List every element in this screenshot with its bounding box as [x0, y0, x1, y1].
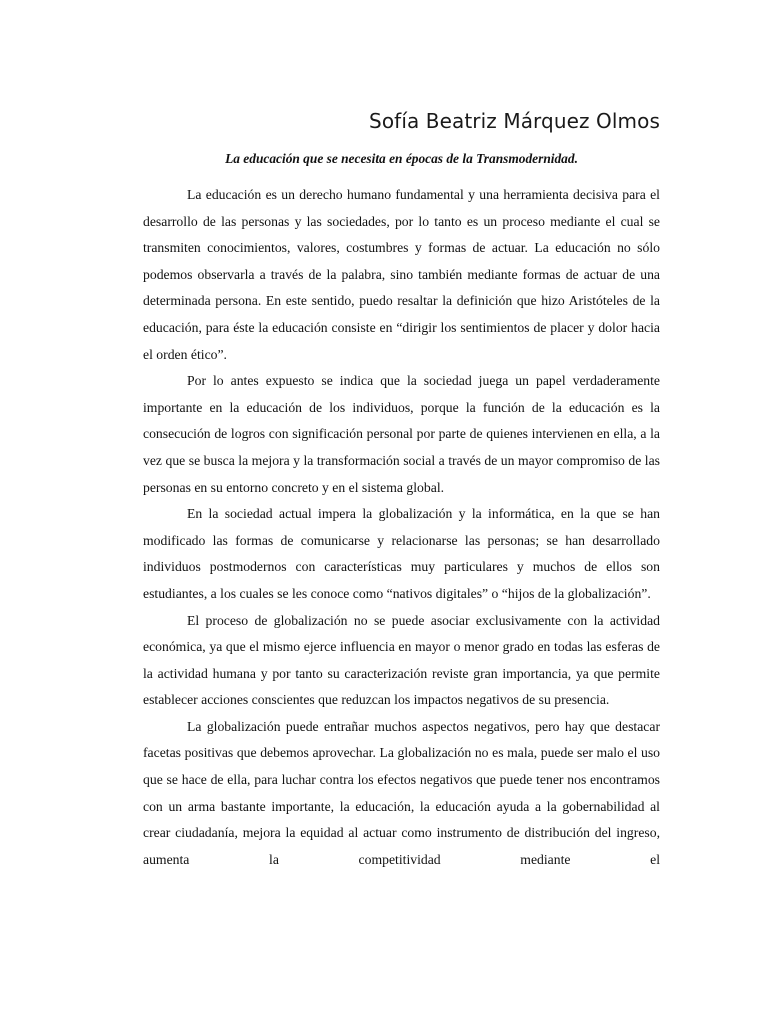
paragraph: La educación es un derecho humano fundamental y una herramienta decisiva para el desarrollo de las personas y las sociedades, por lo tanto es un proceso mediante el cual se transmiten conocimientos, valores, costumbres y formas de actuar. La educación no sólo podemos observarla a través de la palabra, sino también mediante formas de actuar de una determinada persona. En este sentido, puedo resaltar la definición que hizo Aristóteles de la educación, para éste la educación consiste en “dirigir los sentimientos de placer y dolor hacia el orden ético”. [143, 187, 660, 362]
paragraph: La globalización puede entrañar muchos aspectos negativos, pero hay que destacar facetas positivas que debemos aprovechar. La globalización no es mala, puede ser malo el uso que se hace de ella, para luchar contra los efectos negativos que puede tener nos encontramos con un arma bastante importante, la educación, la educación ayuda a la gobernabilidad al crear ciudadanía, mejora la equidad al actuar como instrumento de distribución del ingreso, aumenta la competitividad mediante el [143, 718, 660, 867]
essay-title: La educación que se necesita en épocas de la Transmodernidad. [225, 151, 578, 166]
paragraph: En la sociedad actual impera la globalización y la informática, en la que se han modificado las formas de comunicarse y relacionarse las personas; se han desarrollado individuos postmodernos con características muy particulares y muchos de ellos son estudiantes, a los cuales se les conoce como “nativos digitales” o “hijos de la globalización”. [143, 506, 660, 601]
paragraph: El proceso de globalización no se puede asociar exclusivamente con la actividad económica, ya que el mismo ejerce influencia en mayor o menor grado en todas las esferas de la actividad humana y por tanto su caracterización reviste gran importancia, ya que permite establecer acciones conscientes que reduzcan los impactos negativos de su presencia. [143, 612, 660, 708]
paragraph: Por lo antes expuesto se indica que la sociedad juega un papel verdaderamente importante en la educación de los individuos, porque la función de la educación es la consecución de logros con significación personal por parte de quienes intervienen en ella, a la vez que se busca la mejora y la transformación social a través de un mayor compromiso de las personas en su entorno concreto y en el sistema global. [143, 373, 660, 495]
essay-body [143, 182, 660, 873]
author-name: Sofía Beatriz Márquez Olmos [369, 109, 660, 133]
